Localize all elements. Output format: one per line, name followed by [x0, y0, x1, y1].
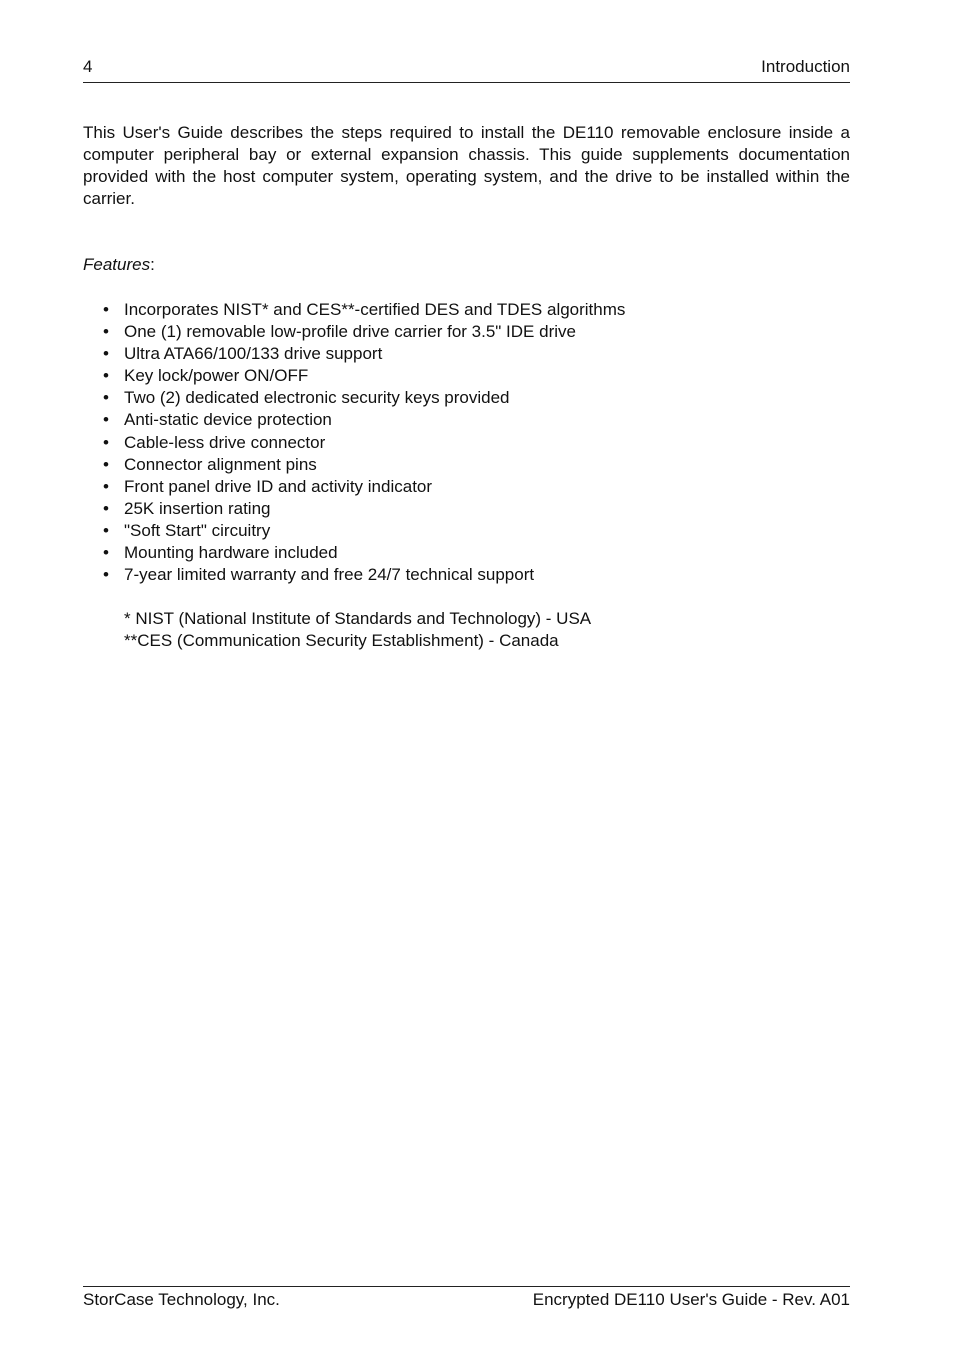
feature-item: • Incorporates NIST* and CES**-certified DES and TDES algorithms — [83, 299, 625, 321]
feature-item: • Key lock/power ON/OFF — [83, 365, 625, 387]
feature-item: • "Soft Start" circuitry — [83, 520, 625, 542]
document-page — [83, 0, 850, 1369]
footnote-ces: **CES (Communication Security Establishment) - Canada — [124, 631, 559, 650]
section-title: Introduction — [761, 57, 850, 76]
features-heading — [83, 254, 155, 276]
page-number: 4 — [83, 57, 93, 76]
footer-document-title: Encrypted DE110 User's Guide - Rev. A01 — [532, 1290, 850, 1309]
features-colon: : — [150, 255, 155, 274]
feature-item: • Connector alignment pins — [83, 454, 625, 476]
features-label: Features — [83, 255, 151, 274]
footnote-nist: * NIST (National Institute of Standards and Technology) - USA — [124, 609, 592, 628]
feature-item: • Anti-static device protection — [83, 409, 625, 431]
footnotes — [124, 608, 591, 652]
page-footer — [83, 1286, 850, 1309]
feature-item: • Front panel drive ID and activity indicator — [83, 476, 625, 498]
page-header — [83, 56, 850, 83]
feature-item: • 25K insertion rating — [83, 498, 625, 520]
feature-item: • Mounting hardware included — [83, 542, 625, 564]
footer-company: StorCase Technology, Inc. — [83, 1290, 280, 1309]
feature-item: • Ultra ATA66/100/133 drive support — [83, 343, 625, 365]
feature-item: • Two (2) dedicated electronic security keys provided — [83, 387, 625, 409]
feature-item: • 7-year limited warranty and free 24/7 technical support — [83, 564, 625, 586]
feature-list — [83, 299, 625, 586]
feature-item: • One (1) removable low-profile drive carrier for 3.5" IDE drive — [83, 321, 625, 343]
feature-item: • Cable-less drive connector — [83, 432, 625, 454]
intro-paragraph: This User's Guide describes the steps required to install the DE110 removable enclosure inside a computer peripheral bay or external expansion chassis. This guide supplements documentation provided with the host computer system, operating system, and the drive to be installed within the carrier. — [83, 123, 850, 208]
